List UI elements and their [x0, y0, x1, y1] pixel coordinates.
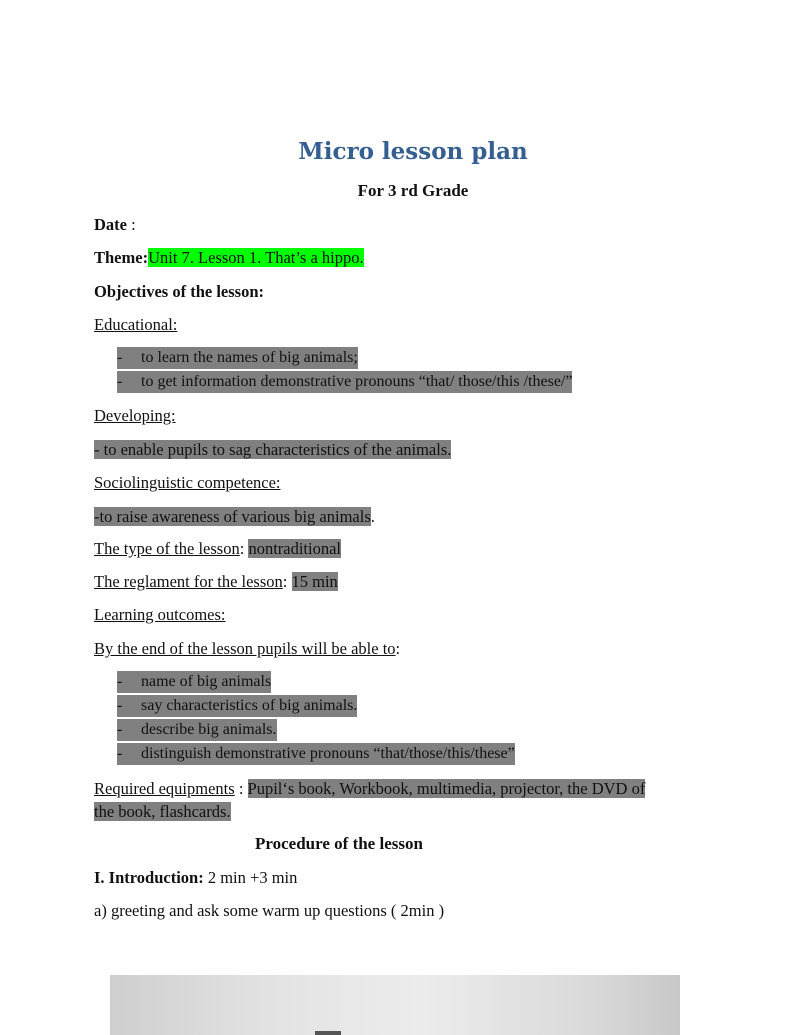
lesson-type-value: nontraditional — [248, 539, 342, 558]
sociolinguistic-text-line — [94, 506, 375, 528]
page-title: Micro lesson plan — [298, 138, 528, 165]
developing-heading: Developing: — [94, 406, 176, 425]
lesson-type-line — [94, 538, 341, 560]
lesson-type-label: The type of the lesson — [94, 539, 240, 558]
reglament-line — [94, 571, 338, 593]
outcome-item — [117, 671, 271, 693]
outcome-item-text: name of big animals — [141, 673, 272, 690]
introduction-line — [94, 867, 297, 889]
sociolinguistic-tail: . — [370, 507, 375, 526]
equipment-label: Required equipments — [94, 779, 235, 798]
outcome-item — [117, 743, 515, 765]
bullet-dash: - — [117, 349, 123, 366]
outcomes-intro-separator: : — [395, 639, 401, 658]
outcome-item-text: describe big animals. — [141, 721, 277, 738]
outcomes-intro-line — [94, 638, 400, 660]
bullet-dash: - — [117, 697, 123, 714]
grade-subtitle: For 3 rd Grade — [357, 181, 469, 200]
outcome-item — [117, 695, 357, 717]
lesson-type-separator: : — [239, 539, 249, 558]
reglament-separator: : — [282, 572, 292, 591]
date-label: Date — [94, 215, 127, 234]
bullet-dash: - — [117, 673, 123, 690]
objectives-heading: Objectives of the lesson: — [94, 282, 265, 301]
educational-item — [117, 347, 358, 369]
introduction-value: 2 min +3 min — [203, 868, 298, 887]
introduction-label: I. Introduction: — [94, 868, 204, 887]
theme-value: Unit 7. Lesson 1. That’s a hippo. — [148, 248, 364, 267]
photo-detail — [315, 1031, 341, 1035]
educational-item-text: to get information demonstrative pronouns “that/ those/this /these/” — [141, 373, 573, 390]
theme-label: Theme: — [94, 248, 149, 267]
equipment-line — [94, 778, 645, 800]
embedded-photo — [110, 975, 680, 1035]
equipment-value-line1: Pupil‘s book, Workbook, multimedia, projector, the DVD of — [247, 779, 646, 798]
educational-item-text: to learn the names of big animals; — [141, 349, 358, 366]
equipment-separator: : — [234, 779, 248, 798]
sociolinguistic-text: -to raise awareness of various big animals — [94, 507, 371, 526]
procedure-heading: Procedure of the lesson — [255, 834, 423, 853]
educational-heading: Educational: — [94, 315, 178, 334]
outcome-item-text: distinguish demonstrative pronouns “that/those/this/these” — [141, 745, 515, 762]
developing-text-line — [94, 439, 451, 461]
outcome-item-text: say characteristics of big animals. — [141, 697, 358, 714]
outcome-item — [117, 719, 277, 741]
outcomes-intro: By the end of the lesson pupils will be able to — [94, 639, 396, 658]
step-a: a) greeting and ask some warm up questions ( 2min ) — [94, 901, 445, 920]
bullet-dash: - — [117, 721, 123, 738]
theme-line — [94, 247, 364, 269]
equipment-line-2 — [94, 801, 231, 823]
outcomes-heading: Learning outcomes: — [94, 605, 226, 624]
bullet-dash: - — [117, 373, 123, 390]
reglament-label: The reglament for the lesson — [94, 572, 283, 591]
date-separator: : — [126, 215, 136, 234]
reglament-value: 15 min — [291, 572, 338, 591]
developing-text: - to enable pupils to sag characteristics of the animals. — [94, 440, 452, 459]
bullet-dash: - — [117, 745, 123, 762]
educational-item — [117, 371, 572, 393]
date-line — [94, 214, 136, 236]
equipment-value-line2: the book, flashcards. — [94, 802, 231, 821]
sociolinguistic-heading: Sociolinguistic competence: — [94, 473, 281, 492]
